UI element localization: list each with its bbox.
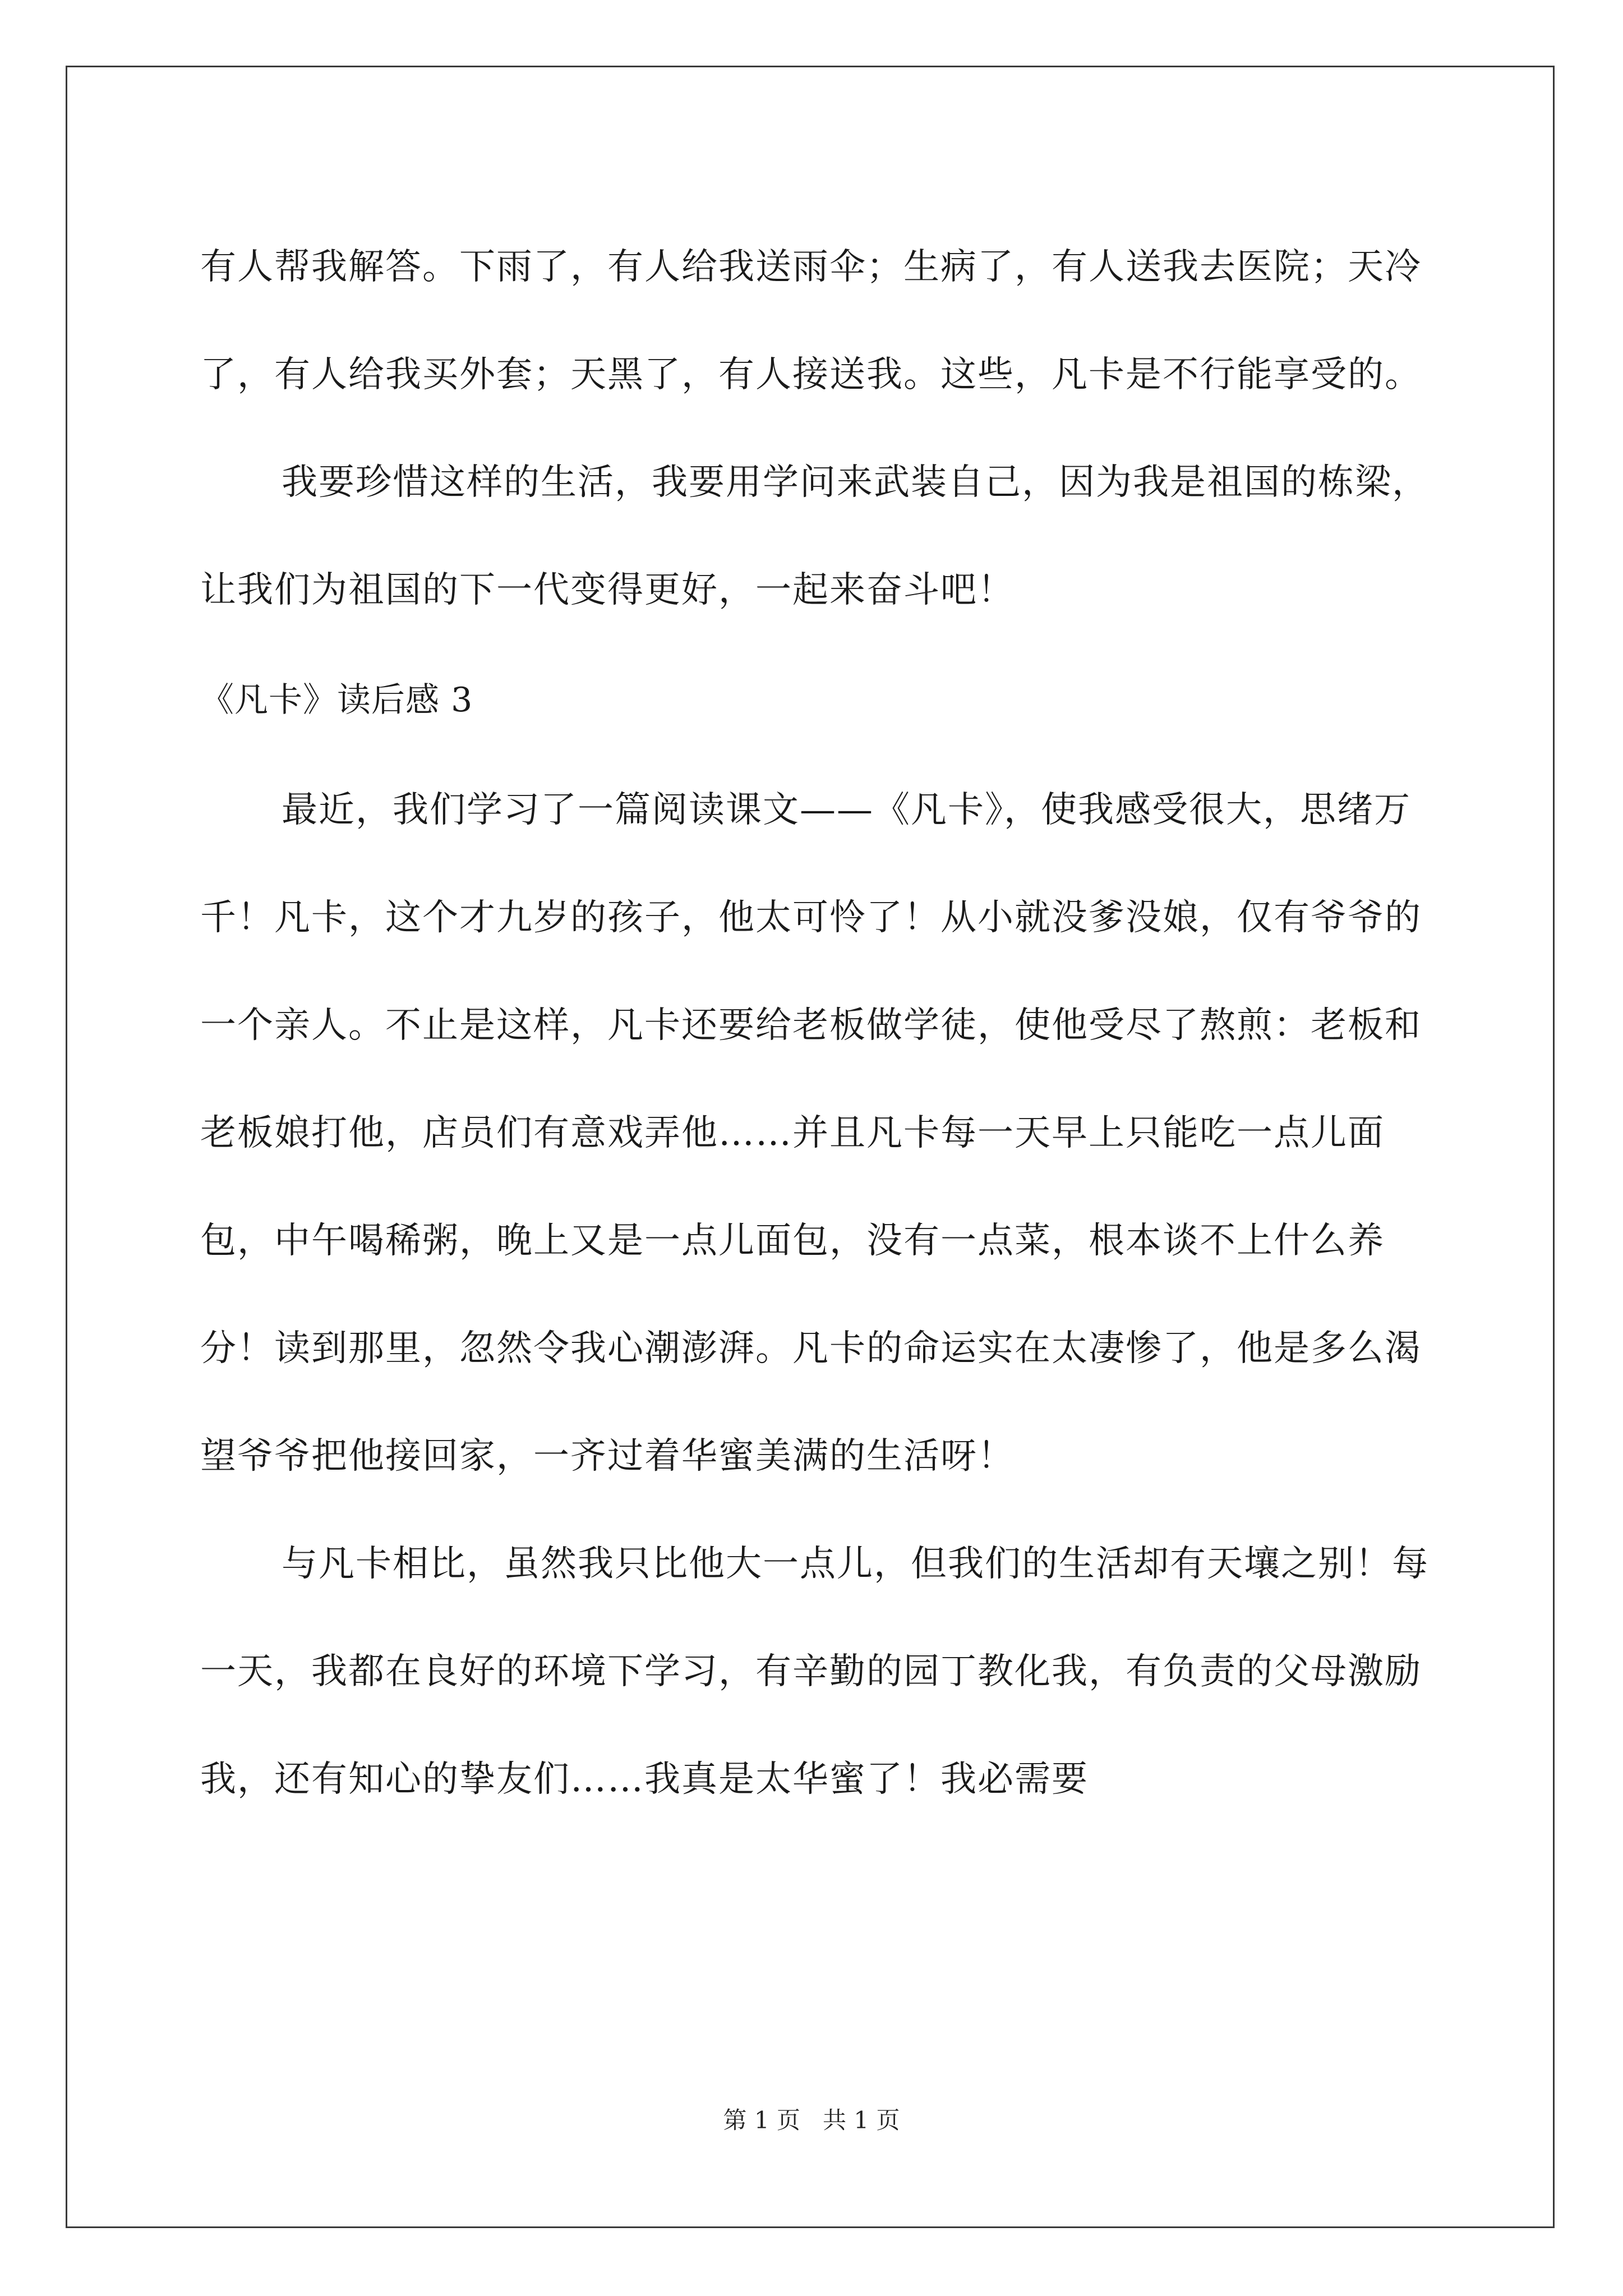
paragraph-2: 我要珍惜这样的生活，我要用学问来武装自己，因为我是祖国的栋梁，让我们为祖国的下一代变得更好，一起来奋斗吧！ bbox=[200, 462, 1429, 611]
section-title: 《凡卡》读后感 3 bbox=[200, 680, 473, 720]
page-total: 共 1 页 bbox=[823, 2106, 900, 2134]
document-body bbox=[200, 213, 1434, 1833]
paragraph-1: 有人帮我解答。下雨了，有人给我送雨伞；生病了，有人送我去医院；天冷了，有人给我买外套；天黑了，有人接送我。这些，凡卡是不行能享受的。 bbox=[200, 246, 1422, 395]
page-footer bbox=[0, 2106, 1623, 2134]
paragraph-4: 与凡卡相比，虽然我只比他大一点儿，但我们的生活却有天壤之别！每一天，我都在良好的环境下学习，有辛勤的园丁教化我，有负责的父母激励我，还有知心的挚友们……我真是太华蜜了！我必需要 bbox=[200, 1543, 1429, 1800]
paragraph-3: 最近，我们学习了一篇阅读课文——《凡卡》，使我感受很大，思绪万千！凡卡，这个才九岁的孩子，他太可怜了！从小就没爹没娘，仅有爷爷的一个亲人。不止是这样，凡卡还要给老板做学徒，使他受尽了熬煎：老板和老板娘打他，店员们有意戏弄他……并且凡卡每一天早上只能吃一点儿面包，中午喝稀粥，晚上又是一点儿面包，没有一点菜，根本谈不上什么养分！读到那里，忽然令我心潮澎湃。凡卡的命运实在太凄惨了，他是多么渴望爷爷把他接回家，一齐过着华蜜美满的生活呀！ bbox=[200, 789, 1422, 1477]
page-number: 第 1 页 bbox=[723, 2106, 800, 2134]
